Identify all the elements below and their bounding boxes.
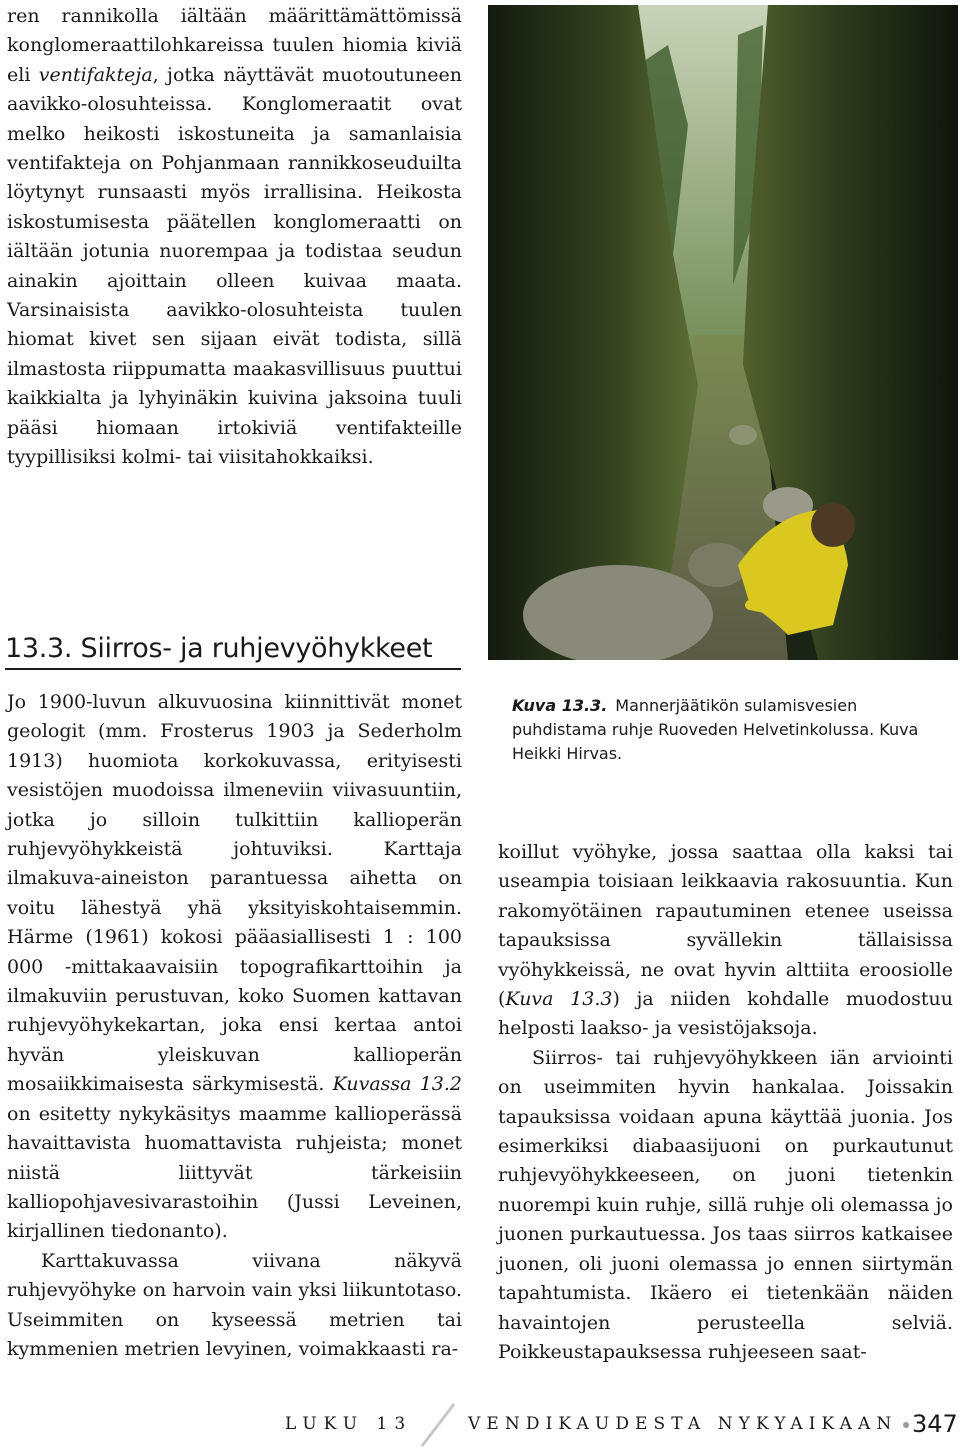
footer-slash-ornament	[418, 1402, 458, 1448]
body-paragraph: Karttakuvassa viivana näkyvä ruhjevyöhyke on harvoin vain yksi liikuntotaso. Useimmiten on kyseessä metrien tai kymmenien metrien levyinen, voimakkaasti ra-	[7, 1249, 462, 1360]
body-paragraph: ren rannikolla iältään määrittämättömissä konglomeraattilohkareissa tuulen hiomia kiviä eli ventifakteja, jotka näyttävät muotoutuneen aavikko-olosuhteissa. Konglomeraatit ovat melko heikosti iskostuneita ja samanlaisia ventifakteja on Pohjanmaan rannikkoseuduilta löytynyt runsaasti myös irrallisina. Heikosta iskostumisesta päätellen konglomeraatti on iältään jotunia nuorempaa ja todistaa seudun ainakin ajoittain olleen kuivaa maata. Varsinaisista aavikko-olosuhteista tuulen hiomat kivet sen sijaan eivät todista, sillä ilmastosta riippumatta maakasvillisuus puuttui kaikkialta ja lyhyinäkin kuivina jaksoina tuuli pääsi hiomaan irtokiviä ventifakteille tyypillisiksi kolmi- tai viisitahokkaiksi.	[7, 5, 462, 469]
footer-chapter: LUKU 13	[285, 1414, 413, 1434]
page-footer	[0, 1402, 960, 1452]
figure-caption	[512, 694, 952, 766]
page-number: 347	[912, 1410, 958, 1438]
footer-dot	[903, 1422, 909, 1428]
body-paragraph: koillut vyöhyke, jossa saattaa olla kaksi tai useampia toisiaan leikkaavia rakosuuntia. Kun rakomyötäinen rapautuminen etenee useissa tapauksissa syvällekin tällaisissa vyöhykkeissä, ne ovat hyvin alttiita eroosiolle (Kuva 13.3) ja niiden kohdalle muodostuu helposti laakso- ja vesistöjaksoja.	[498, 841, 953, 1040]
right-column-bottom	[498, 838, 953, 1367]
gorge-photo-illustration	[488, 5, 958, 660]
italic-reference: ventifakteja	[38, 63, 153, 86]
heading-underline	[5, 668, 461, 670]
left-column-top	[7, 2, 462, 473]
left-column-bottom	[7, 688, 462, 1364]
gorge-photo	[488, 5, 958, 660]
body-paragraph: Jo 1900-luvun alkuvuosina kiinnittivät monet geologit (mm. Frosterus 1903 ja Sederholm 1913) huomiota korkokuvassa, erityisesti vesistöjen muodoissa ilmeneviin viivasuuntiin, jotka jo silloin tulkittiin kallioperän ruhjevyöhykkeistä johtuviksi. Karttaja ilmakuva-aineiston parantuessa aihetta on voitu lähestyä yhä yksityiskohtaisemmin. Härme (1961) kokosi pääasiallisesti 1 : 100 000 -mittakaavaisiin topografikarttoihin ja ilmakuviin perustuvan, koko Suomen kattavan ruhjevyöhykekartan, joka ensi kertaa antoi hyvän yleiskuvan kallioperän mosaiikkimaisesta särkymisestä. Kuvassa 13.2 on esitetty nykykäsitys maamme kallioperässä havaittavista huomattavista ruhjeista; monet niistä liittyvät tärkeisiin kalliopohjavesivarastoihin (Jussi Leveinen, kirjallinen tiedonanto).	[7, 691, 463, 1243]
italic-reference: Kuva 13.3	[505, 988, 613, 1011]
italic-reference: Kuvassa 13.2	[332, 1073, 463, 1096]
footer-book-title: VENDIKAUDESTA NYKYAIKAAN	[468, 1414, 898, 1434]
body-paragraph: Siirros- tai ruhjevyöhykkeen iän arviointi on useimmiten hyvin hankalaa. Joissakin tapauksissa voidaan apuna käyttää juonia. Jos esimerkiksi diabaasijuoni on purkautunut ruhjevyöhykkeeseen, on juoni tietenkin nuorempi kuin ruhje, sillä ruhje oli olemassa jo juonen purkautuessa. Jos taas siirros katkaisee juonen, oli juoni olemassa jo ennen siirtymän tapahtumista. Ikäero ei tietenkään näiden havaintojen perusteella selviä. Poikkeustapauksessa ruhjeeseen saat-	[498, 1046, 953, 1363]
section-heading: 13.3. Siirros- ja ruhjevyöhykkeet	[5, 633, 433, 664]
caption-text: Mannerjäätikön sulamisvesien puhdistama ruhje Ruoveden Helvetinkolussa. Kuva Heikki Hirvas.	[512, 696, 919, 763]
caption-label: Kuva 13.3.	[512, 696, 608, 715]
